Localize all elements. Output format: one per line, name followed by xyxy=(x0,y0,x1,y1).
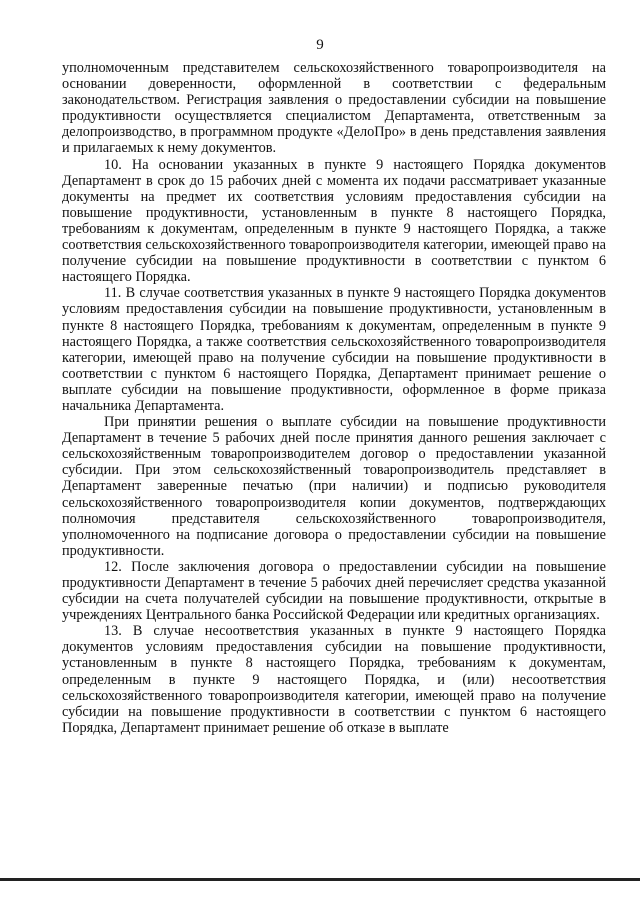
paragraph-item-13: 13. В случае несоответствия указанных в пункте 9 настоящего Порядка документов условиям предоставления субсидии на повышение продуктивности, установленным в пункте 8 настоящего Порядка, требованиям к документам, определенным в пункте 9 настоящего Порядка, и (или) несоответствия сельскохозяйственного товаропроизводителя категории, имеющей право на получение субсидии на повышение продуктивности в соответствии с пунктом 6 настоящего Порядка, Департамент принимает решение об отказе в выплате xyxy=(62,623,606,736)
document-body xyxy=(62,60,606,736)
paragraph-item-11-contract: При принятии решения о выплате субсидии на повышение продуктивности Департамент в течение 5 рабочих дней после принятия данного решения заключает с сельскохозяйственным товаропроизводителем договор о предоставлении указанной субсидии. При этом сельскохозяйственный товаропроизводитель представляет в Департамент заверенные печатью (при наличии) и подписью руководителя сельскохозяйственного товаропроизводителя копии документов, подтверждающих полномочия представителя сельскохозяйственного товаропроизводителя, уполномоченного на подписание договора о предоставлении субсидии на повышение продуктивности. xyxy=(62,414,606,559)
paragraph-item-11: 11. В случае соответствия указанных в пункте 9 настоящего Порядка документов условиям предоставления субсидии на повышение продуктивности, установленным в пункте 8 настоящего Порядка, требованиям к документам, определенным в пункте 9 настоящего Порядка, а также соответствия сельскохозяйственного товаропроизводителя категории, имеющей право на получение субсидии на повышение продуктивности в соответствии с пунктом 6 настоящего Порядка, Департамент принимает решение о выплате субсидии на повышение продуктивности, оформленное в форме приказа начальника Департамента. xyxy=(62,285,606,414)
paragraph-continuation: уполномоченным представителем сельскохозяйственного товаропроизводителя на основании доверенности, оформленной в соответствии с федеральным законодательством. Регистрация заявления о предоставлении субсидии на повышение продуктивности осуществляется специалистом Департамента, ответственным за делопроизводство, в программном продукте «ДелоПро» в день представления заявления и прилагаемых к нему документов. xyxy=(62,60,606,157)
bottom-rule-divider xyxy=(0,878,640,881)
page-number: 9 xyxy=(316,37,324,53)
paragraph-item-12: 12. После заключения договора о предоставлении субсидии на повышение продуктивности Департамент в течение 5 рабочих дней перечисляет средства указанной субсидии на счета получателей субсидии на повышение продуктивности, открытые в учреждениях Центрального банка Российской Федерации или кредитных организациях. xyxy=(62,558,606,624)
paragraph-item-10: 10. На основании указанных в пункте 9 настоящего Порядка документов Департамент в срок до 15 рабочих дней с момента их подачи рассматривает указанные документы на предмет их соответствия условиям предоставления субсидии на повышение продуктивности, установленным в пункте 8 настоящего Порядка, требованиям к документам, определенным в пункте 9 настоящего Порядка, а также соответствия сельскохозяйственного товаропроизводителя категории, имеющей право на получение субсидии на повышение продуктивности в соответствии с пунктом 6 настоящего Порядка. xyxy=(62,156,606,286)
